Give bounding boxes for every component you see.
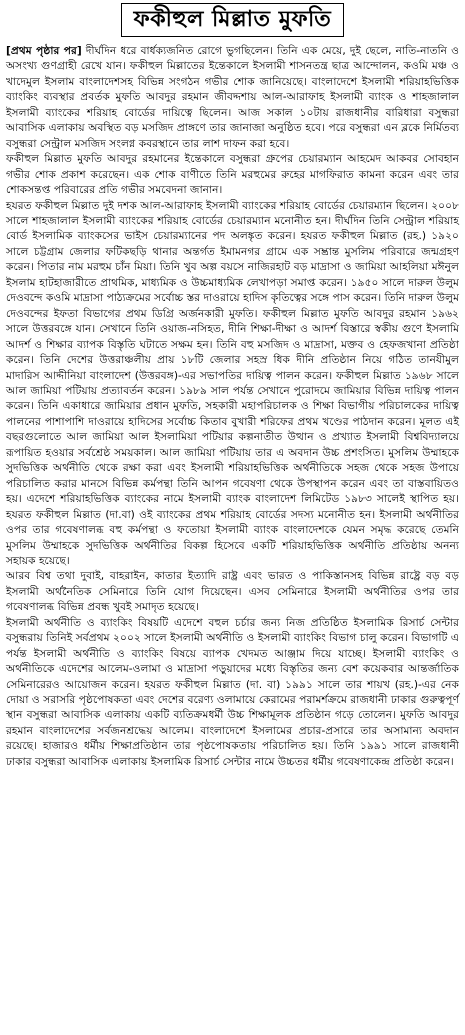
continuation-marker: [প্রথম পৃষ্ঠার পর]: [6, 44, 82, 57]
paragraph: হযরত ফকীহুল মিল্লাত দুই দশক আল-আরাফাহ ইসলামী ব্যাংকের শরিয়াহ বোর্ডের চেয়ারম্যান ছিলেন। ২০০৮ সালে শাহজালাল ইসলামী ব্যাংকের শরিয়াহ বোর্ডের চেয়ারম্যান মনোনীত হন। দীর্ঘদিন তিনি সেন্ট্রাল শরিয়াহ বোর্ড ইসলামিক ব্যাংকসের ভাইস চেয়ারম্যানের পদ অলঙ্কৃত করেন। হযরত ফকীহুল মিল্লাত (রহ.) ১৯২০ সালে চট্টগ্রাম জেলার ফটিকছড়ি থানার অন্তর্গত ইমামনগর গ্রামে এক সম্ভ্রান্ত মুসলিম পরিবারে জন্মগ্রহণ করেন। পিতার নাম মরহুম চাঁন মিয়া। তিনি খুব অল্প বয়সে নাজিরহাট বড় মাদ্রাসা ও জামিয়া আহলিয়া মঈনুল ইসলাম হাটহাজারীতে প্রাথমিক, মাধ্যমিক ও উচ্চমাধ্যমিক লেখাপড়া সমাপ্ত করেন। ১৯৫০ সালে দারুল উলুম দেওবন্দে কওমি মাদ্রাসা পাঠ্যক্রমের সর্বোচ্চ স্তর দাওরায়ে হাদিস কৃতিত্বের সঙ্গে পাস করেন। তিনি দারুল উলুম দেওবন্দের ইফতা বিভাগের প্রথম ডিগ্রি অর্জনকারী মুফতি। ফকীহুল মিল্লাত মুফতি আবদুর রহমান ১৯৬২ সালে উত্তরবঙ্গে যান। সেখানে তিনি ওয়াজ-নসিহত, দীনি শিক্ষা-দীক্ষা ও আদর্শ বিস্তারে স্বকীয় গুণে ইসলামি আদর্শ ও শিক্ষার ব্যাপক বিস্তৃতি ঘটাতে সক্ষম হন। তিনি বহু মসজিদ ও মাদ্রাসা, মক্তব ও হেফজখানা প্রতিষ্ঠা করেন। তিনি দেশের উত্তরাঞ্চলীয় প্রায় ১৮টি জেলার সহস্র ধিক দীনি প্রতিষ্ঠান নিয়ে গঠিত তানযীমুল মাদারিস আদ্দীনিয়া বাংলাদেশ (উত্তরবঙ্গ)-এর সভাপতির দায়িত্ব পালন করেন। ফকীহুল মিল্লাত ১৯৬৮ সালে আল জামিয়া পটিয়ায় প্রত্যাবর্তন করেন। ১৯৮৯ সাল পর্যন্ত সেখানে পুরোদমে জামিয়ার বিভিন্ন দায়িত্ব পালন করেন। তিনি একাধারে জামিয়ার প্রধান মুফতি, সহকারী মহাপরিচালক ও শিক্ষা বিভাগীয় পরিচালকের দায়িত্ব পালনের পাশাপাশি দাওরায়ে হাদিসের সর্বোচ্চ কিতাব বুখারী শরিফের প্রথম খণ্ডের পাঠদান করেন। মূলত এই বছরগুলোতে আল জামিয়া আল ইসলামিয়া পটিয়ার কল্পনাতীত উত্থান ও প্রখ্যাত ইসলামী বিশ্ববিদ্যালয়ে রূপায়িত হওয়ার সর্বশ্রেষ্ঠ সময়কাল। আল জামিয়া পটিয়ায় তার এ অবদান উচ্চ প্রশংসিত। মুসলিম উম্মাহকে সুদভিত্তিক অর্থনীতি থেকে রক্ষা করা এবং ইসলামী শরিয়াহভিত্তিক অর্থনীতিকে সহজ থেকে সহজ উপায়ে পরিচালিত করার মানসে বিভিন্ন কর্মপন্থা তিনি আপন গবেষণা থেকে উপস্থাপন করেন এবং তা বাস্তবায়িতও হয়। এদেশে শরিয়াহভিত্তিক ব্যাংকের নামে ইসলামী ব্যাংক বাংলাদেশ লিমিটেড ১৯৮৩ সালেই স্থাপিত হয়। হযরত ফকীহুল মিল্লাত (দা.বা) ওই ব্যাংকের প্রথম শরিয়াহ বোর্ডের সদস্য মনোনীত হন। ইসলামী অর্থনীতির ওপর তার গবেষণালব্ধ বহু কর্মপন্থা ও ফতোয়া ইসলামী ব্যাংক বাংলাদেশকে যেমন সমৃদ্ধ করেছে তেমনি মুসলিম উম্মাহকে সুদভিত্তিক অর্থনীতির বিকল্প হিসেবে একটি শরিয়াহভিত্তিক অর্থনীতি প্রতিষ্ঠায় অনন্য সহায়ক হয়েছে।: [6, 198, 459, 567]
paragraph-text: দীর্ঘদিন ধরে বার্ধক্যজনিত রোগে ভুগছিলেন। তিনি এক মেয়ে, দুই ছেলে, নাতি-নাতনি ও অসংখ্য গুণগ্রাহী রেখে যান। ফকীহুল মিল্লাতের ইন্তেকালে ইসলামী শাসনতন্ত্র ছাত্র আন্দোলন, কওমি মঞ্চ ও খাদেমুল ইসলাম বাংলাদেশসহ বিভিন্ন সংগঠন গভীর শোক জানিয়েছে। বাংলাদেশে ইসলামী শরিয়াহভিত্তিক ব্যাংকিং ব্যবস্থার প্রবর্তক মুফতি আবদুর রহমান জীবদ্দশায় আল-আরাফাহ ইসলামী ব্যাংক ও শাহজালাল ইসলামী ব্যাংকের শরিয়াহ বোর্ডের দায়িত্বে ছিলেন। আজ সকাল ১০টায় রাজধানীর বারিধারা বসুন্ধরা আবাসিক এলাকায় অবস্থিত বড় মসজিদ প্রাঙ্গণে তার জানাজা অনুষ্ঠিত হবে। পরে বসুন্ধরা এন ব্লকে নির্মিতব্য বসুন্ধরা সেন্ট্রাল মসজিদ সংলগ্ন কবরস্থানে তার লাশ দাফন করা হবে।: [6, 44, 459, 150]
paragraph: আরব বিশ্ব তথা দুবাই, বাহরাইন, কাতার ইত্যাদি রাষ্ট্র এবং ভারত ও পাকিস্তানসহ বিভিন্ন রাষ্ট্রে বড় বড় ইসলামী অর্থনৈতিক সেমিনারে তিনি যোগ দিয়েছেন। এসব সেমিনারে ইসলামী অর্থনীতির ওপর তার গবেষণালব্ধ বিভিন্ন প্রবন্ধ খুবই সমাদৃত হয়েছে।: [6, 569, 459, 614]
paragraph: [6, 43, 459, 151]
headline-container: [6, 0, 459, 37]
article-body: [6, 43, 459, 769]
headline: ফকীহুল মিল্লাত মুফতি: [121, 3, 345, 37]
paragraph: ফকীহুল মিল্লাত মুফতি আবদুর রহমানের ইন্তেকালে বসুন্ধরা গ্রুপের চেয়ারম্যান আহমেদ আকবর সোবহান গভীর শোক প্রকাশ করেছেন। এক শোক বাণীতে তিনি মরহুমের রুহের মাগফিরাত কামনা করেন এবং তার শোকসন্তপ্ত পরিবারের প্রতি গভীর সমবেদনা জানান।: [6, 152, 459, 197]
paragraph: ইসলামী অর্থনীতি ও ব্যাংকিং বিষয়টি এদেশে বহুল চর্চার জন্য নিজ প্রতিষ্ঠিত ইসলামিক রিসার্চ সেন্টার বসুন্ধরায় তিনিই সর্বপ্রথম ২০০২ সালে ইসলামী অর্থনীতি ও ইসলামী ব্যাংকিং বিভাগ চালু করেন। বিভাগটি এ পর্যন্ত ইসলামী অর্থনীতি ও ব্যাংকিং বিষয়ে ব্যাপক খেদমত আঞ্জাম দিয়ে যাচ্ছে। ইসলামী ব্যাংকিং ও অর্থনীতিকে এদেশের আলেম-ওলামা ও মাদ্রাসা পড়ুয়াদের মধ্যে বিস্তৃতির জন্য বেশ কয়েকবার আন্তর্জাতিক সেমিনারেরও আয়োজন করেন। হযরত ফকীহুল মিল্লাত (দা. বা) ১৯৯১ সালে তার শায়খ (রহ.)-এর নেক দোয়া ও সরাসরি পৃষ্ঠপোষকতা এবং দেশের বরেণ্য ওলামায়ে কেরামের পরামর্শক্রমে রাজধানী ঢাকার গুরুত্বপূর্ণ স্থান বসুন্ধরা আবাসিক এলাকায় একটি ব্যতিক্রমধর্মী উচ্চ শিক্ষামূলক প্রতিষ্ঠান গড়ে তোলেন। মুফতি আবদুর রহমান বাংলাদেশের সর্বজনশ্রদ্ধেয় আলেম। বাংলাদেশে ইসলামের প্রচার-প্রসারে তার অসামান্য অবদান রয়েছে। হাজারও ধর্মীয় শিক্ষাপ্রতিষ্ঠান তার পৃষ্ঠপোষকতায় পরিচালিত হয়। তিনি ১৯৯১ সালে রাজধানী ঢাকার বসুন্ধরা আবাসিক এলাকায় ইসলামিক রিসার্চ সেন্টার নামে উচ্চতর ধর্মীয় গবেষণাকেন্দ্র প্রতিষ্ঠা করেন।: [6, 615, 459, 768]
